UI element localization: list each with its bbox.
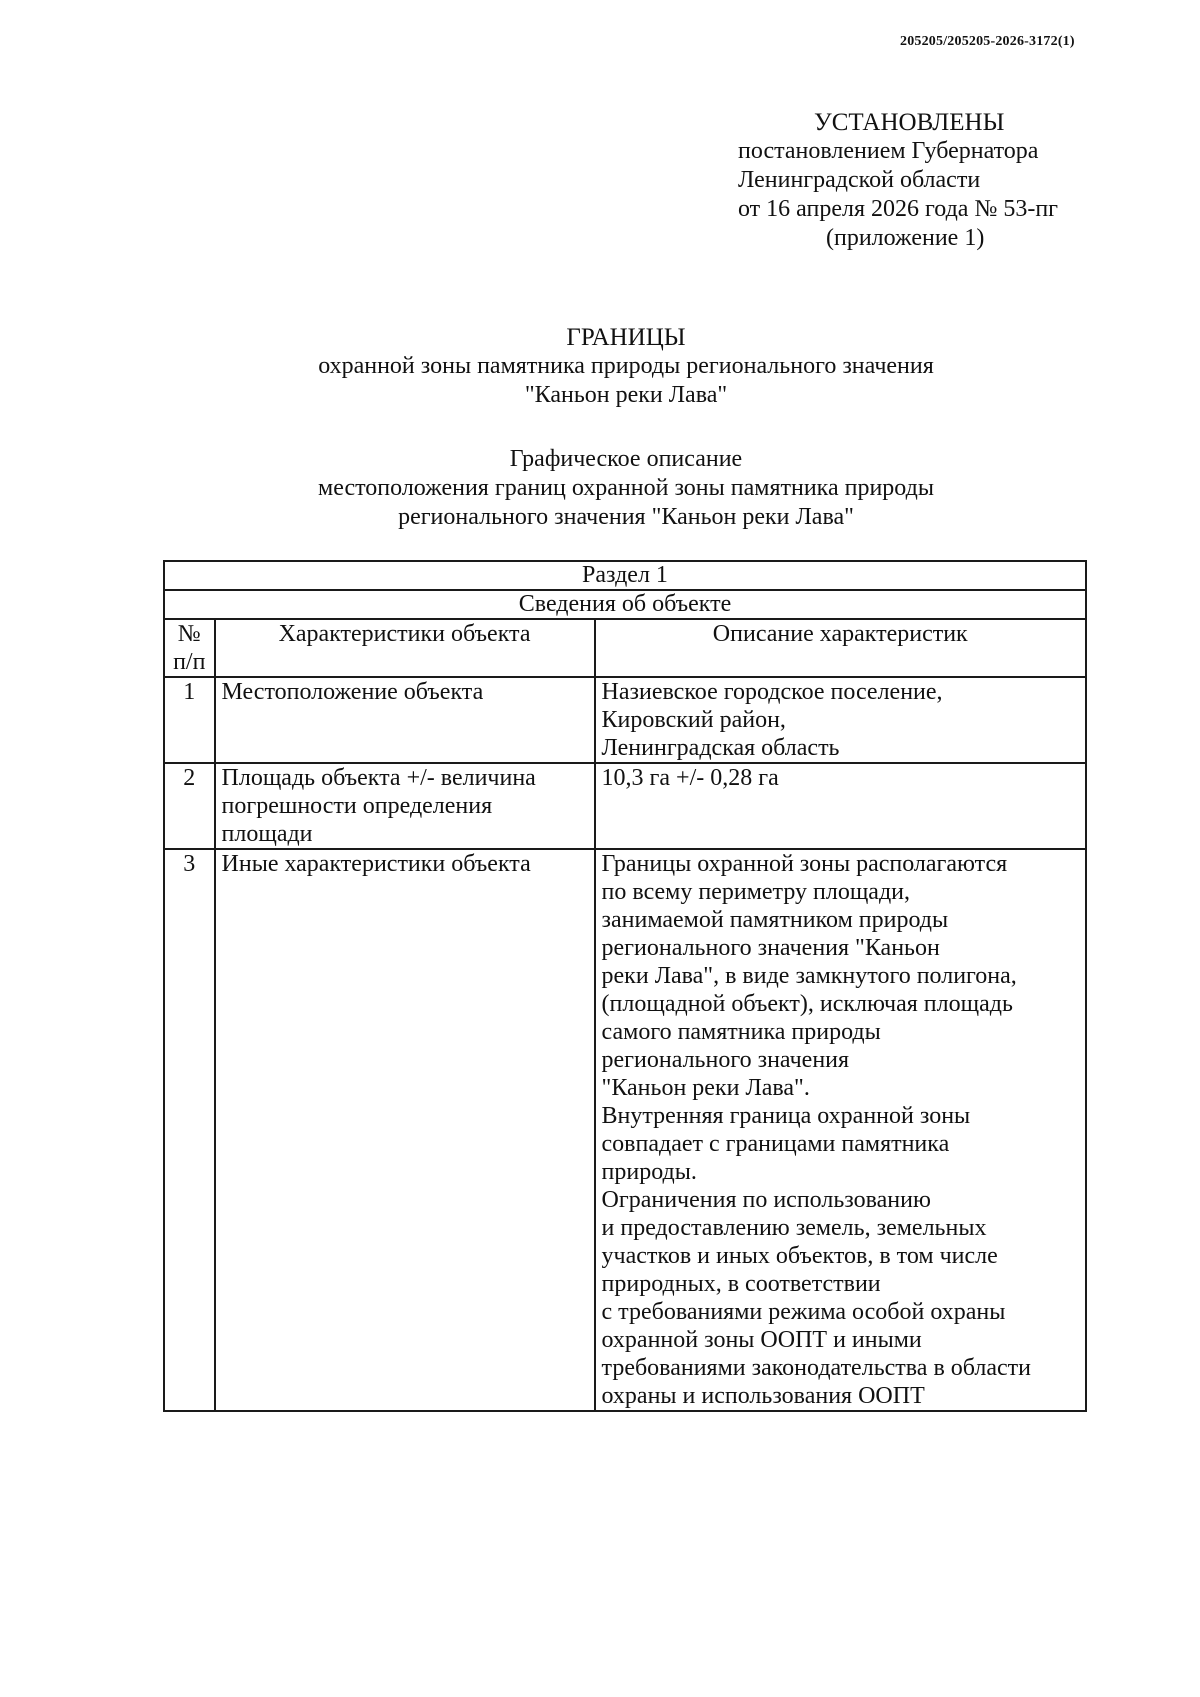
header-number-line-2: п/п (173, 649, 206, 675)
description-line: и предоставлению земель, земельных (601, 1215, 987, 1241)
heading-line-2: "Каньон реки Лава" (524, 382, 728, 408)
characteristic-line: Местоположение объекта (221, 679, 484, 705)
description-line: охранной зоны ООПТ и иными (601, 1327, 922, 1353)
description-line: Назиевское городское поселение, (601, 679, 943, 705)
row-number: 1 (164, 677, 215, 763)
characteristic-line: Иные характеристики объекта (221, 851, 531, 877)
row-characteristic (215, 763, 595, 849)
heading-line-1: охранной зоны памятника природы регионального значения (318, 353, 934, 379)
characteristic-line: погрешности определения (221, 793, 493, 819)
section-subtitle: Сведения об объекте (164, 590, 1086, 619)
row-description (595, 677, 1086, 763)
document-registration-number: 205205/205205-2026-3172(1) (900, 34, 1075, 49)
description-line: Ленинградская область (601, 735, 840, 761)
document-subheading (0, 445, 1200, 532)
table-row (164, 849, 1086, 1411)
header-characteristics: Характеристики объекта (215, 619, 595, 677)
heading-title: ГРАНИЦЫ (566, 324, 686, 351)
description-line: Ограничения по использованию (601, 1187, 931, 1213)
row-characteristic (215, 677, 595, 763)
header-number-line-1: № (177, 621, 201, 647)
description-line: (площадной объект), исключая площадь (601, 991, 1013, 1017)
header-description: Описание характеристик (595, 619, 1086, 677)
row-characteristic (215, 849, 595, 1411)
approval-line-2: Ленинградской области (738, 167, 981, 193)
approval-line-3: от 16 апреля 2026 года № 53-пг (738, 196, 1059, 222)
header-number (164, 619, 215, 677)
section-title-row (164, 561, 1086, 590)
description-line: Кировский район, (601, 707, 786, 733)
table-row (164, 763, 1086, 849)
description-line: Границы охранной зоны располагаются (601, 851, 1008, 877)
description-line: участков и иных объектов, в том числе (601, 1243, 998, 1269)
description-line: 10,3 га +/- 0,28 га (601, 765, 779, 791)
row-number: 3 (164, 849, 215, 1411)
approval-line-1: постановлением Губернатора (738, 138, 1039, 164)
description-line: природных, в соответствии (601, 1271, 881, 1297)
description-line: регионального значения "Каньон (601, 935, 940, 961)
description-line: природы. (601, 1159, 697, 1185)
description-line: Внутренняя граница охранной зоны (601, 1103, 971, 1129)
description-line: требованиями законодательства в области (601, 1355, 1031, 1381)
description-line: с требованиями режима особой охраны (601, 1299, 1006, 1325)
description-line: реки Лава", в виде замкнутого полигона, (601, 963, 1017, 989)
row-number: 2 (164, 763, 215, 849)
description-line: совпадает с границами памятника (601, 1131, 950, 1157)
object-info-table (163, 560, 1087, 1412)
description-line: занимаемой памятником природы (601, 907, 949, 933)
section-title: Раздел 1 (164, 561, 1086, 590)
description-line: по всему периметру площади, (601, 879, 911, 905)
table-row (164, 677, 1086, 763)
subheading-line-3: регионального значения "Каньон реки Лава" (398, 504, 854, 530)
row-description (595, 849, 1086, 1411)
subheading-line-1: Графическое описание (509, 446, 743, 472)
table-header-row (164, 619, 1086, 677)
document-heading (0, 323, 1200, 410)
description-line: охраны и использования ООПТ (601, 1383, 925, 1409)
row-description (595, 763, 1086, 849)
description-line: "Каньон реки Лава". (601, 1075, 810, 1101)
characteristic-line: площади (221, 821, 313, 847)
subheading-line-2: местоположения границ охранной зоны памятника природы (318, 475, 934, 501)
approval-stamp-block (738, 108, 1138, 253)
section-subtitle-row (164, 590, 1086, 619)
approval-appendix: (приложение 1) (826, 225, 985, 251)
approval-title: УСТАНОВЛЕНЫ (814, 109, 1005, 136)
description-line: регионального значения (601, 1047, 850, 1073)
description-line: самого памятника природы (601, 1019, 881, 1045)
characteristic-line: Площадь объекта +/- величина (221, 765, 536, 791)
